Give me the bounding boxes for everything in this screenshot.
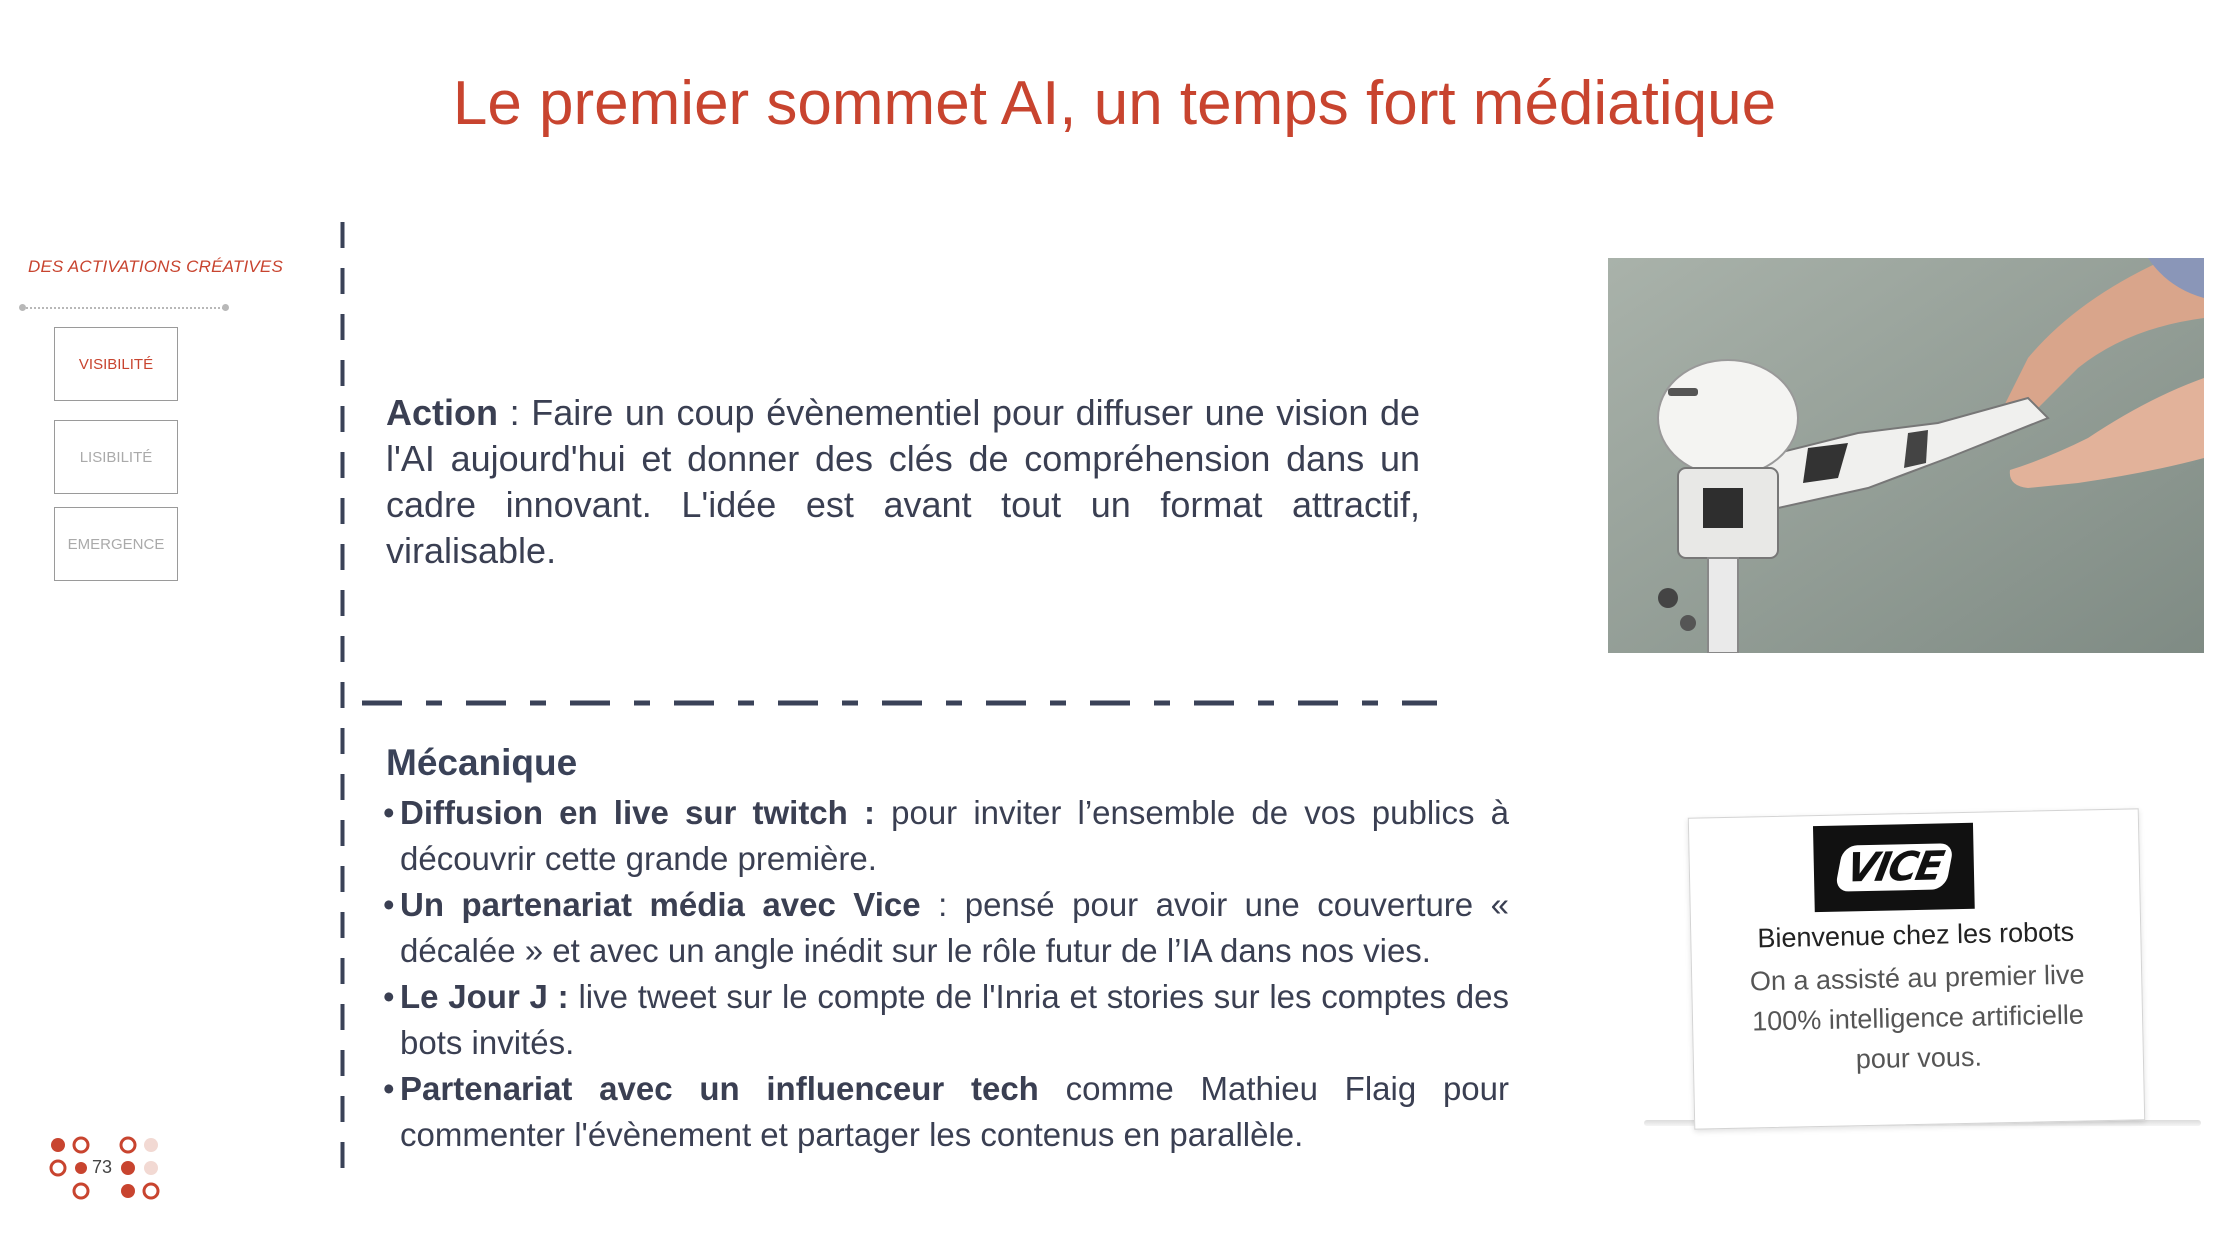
bullet-icon: • <box>383 886 395 923</box>
nav-item-emergence[interactable] <box>54 507 178 581</box>
list-item-bold: Partenariat avec un influenceur tech <box>400 1070 1039 1107</box>
robot-handshake-photo <box>1608 258 2204 653</box>
nav-item-visibilite[interactable] <box>54 327 178 401</box>
horizontal-dashed-divider <box>362 700 1437 706</box>
vertical-dashed-divider <box>340 222 345 1172</box>
section-divider <box>22 307 228 309</box>
list-item <box>383 1066 1509 1158</box>
mechanics-list <box>383 790 1509 1158</box>
list-item <box>383 790 1509 882</box>
vice-article-card <box>1688 808 2145 1129</box>
nav-item-label: LISIBILITÉ <box>79 448 153 466</box>
page-title: Le premier sommet AI, un temps fort médiatique <box>452 69 1777 138</box>
list-item-text: live tweet sur le compte de l'Inria et stories sur les comptes des bots invités. <box>400 978 1509 1061</box>
list-item <box>383 974 1509 1066</box>
bullet-icon: • <box>383 794 395 831</box>
nav-item-label: EMERGENCE <box>67 535 165 553</box>
nav-item-label: VISIBILITÉ <box>78 355 154 373</box>
divider-dot-right <box>222 304 229 311</box>
list-item-bold: Le Jour J : <box>400 978 569 1015</box>
nav-item-lisibilite[interactable] <box>54 420 178 494</box>
vice-logo <box>1813 823 1975 912</box>
list-item-text: pour inviter l’ensemble de vos publics à découvrir cette grande première. <box>400 794 1509 877</box>
list-item-bold: Diffusion en live sur twitch : <box>400 794 875 831</box>
dots-logo-icon <box>48 1132 198 1232</box>
vice-logo-text: VICE <box>1834 843 1953 892</box>
action-text: : Faire un coup évènementiel pour diffuser une vision de l'AI aujourd'hui et donner des clés de compréhension dans un cadre innovant. L'idée est avant tout un format attractif, viralisable. <box>386 392 1420 571</box>
action-label: Action <box>386 392 498 433</box>
bullet-icon: • <box>383 1070 395 1107</box>
mechanics-title: Mécanique <box>386 742 578 783</box>
list-item-bold: Un partenariat média avec Vice <box>400 886 921 923</box>
card-body: On a assisté au premier live 100% intelligence artificielle pour vous. <box>1749 959 2085 1075</box>
bullet-icon: • <box>383 978 395 1015</box>
list-item-text: : pensé pour avoir une couverture « décalée » et avec un angle inédit sur le rôle futur de l’IA dans nos vies. <box>400 886 1509 969</box>
card-heading: Bienvenue chez les robots <box>1757 916 2075 954</box>
page-number: 73 <box>92 1157 113 1177</box>
list-item <box>383 882 1509 974</box>
section-label: DES ACTIVATIONS CRÉATIVES <box>28 257 284 276</box>
list-item-text: comme Mathieu Flaig pour commenter l'évènement et partager les contenus en parallèle. <box>400 1070 1509 1153</box>
action-paragraph <box>386 390 1420 574</box>
